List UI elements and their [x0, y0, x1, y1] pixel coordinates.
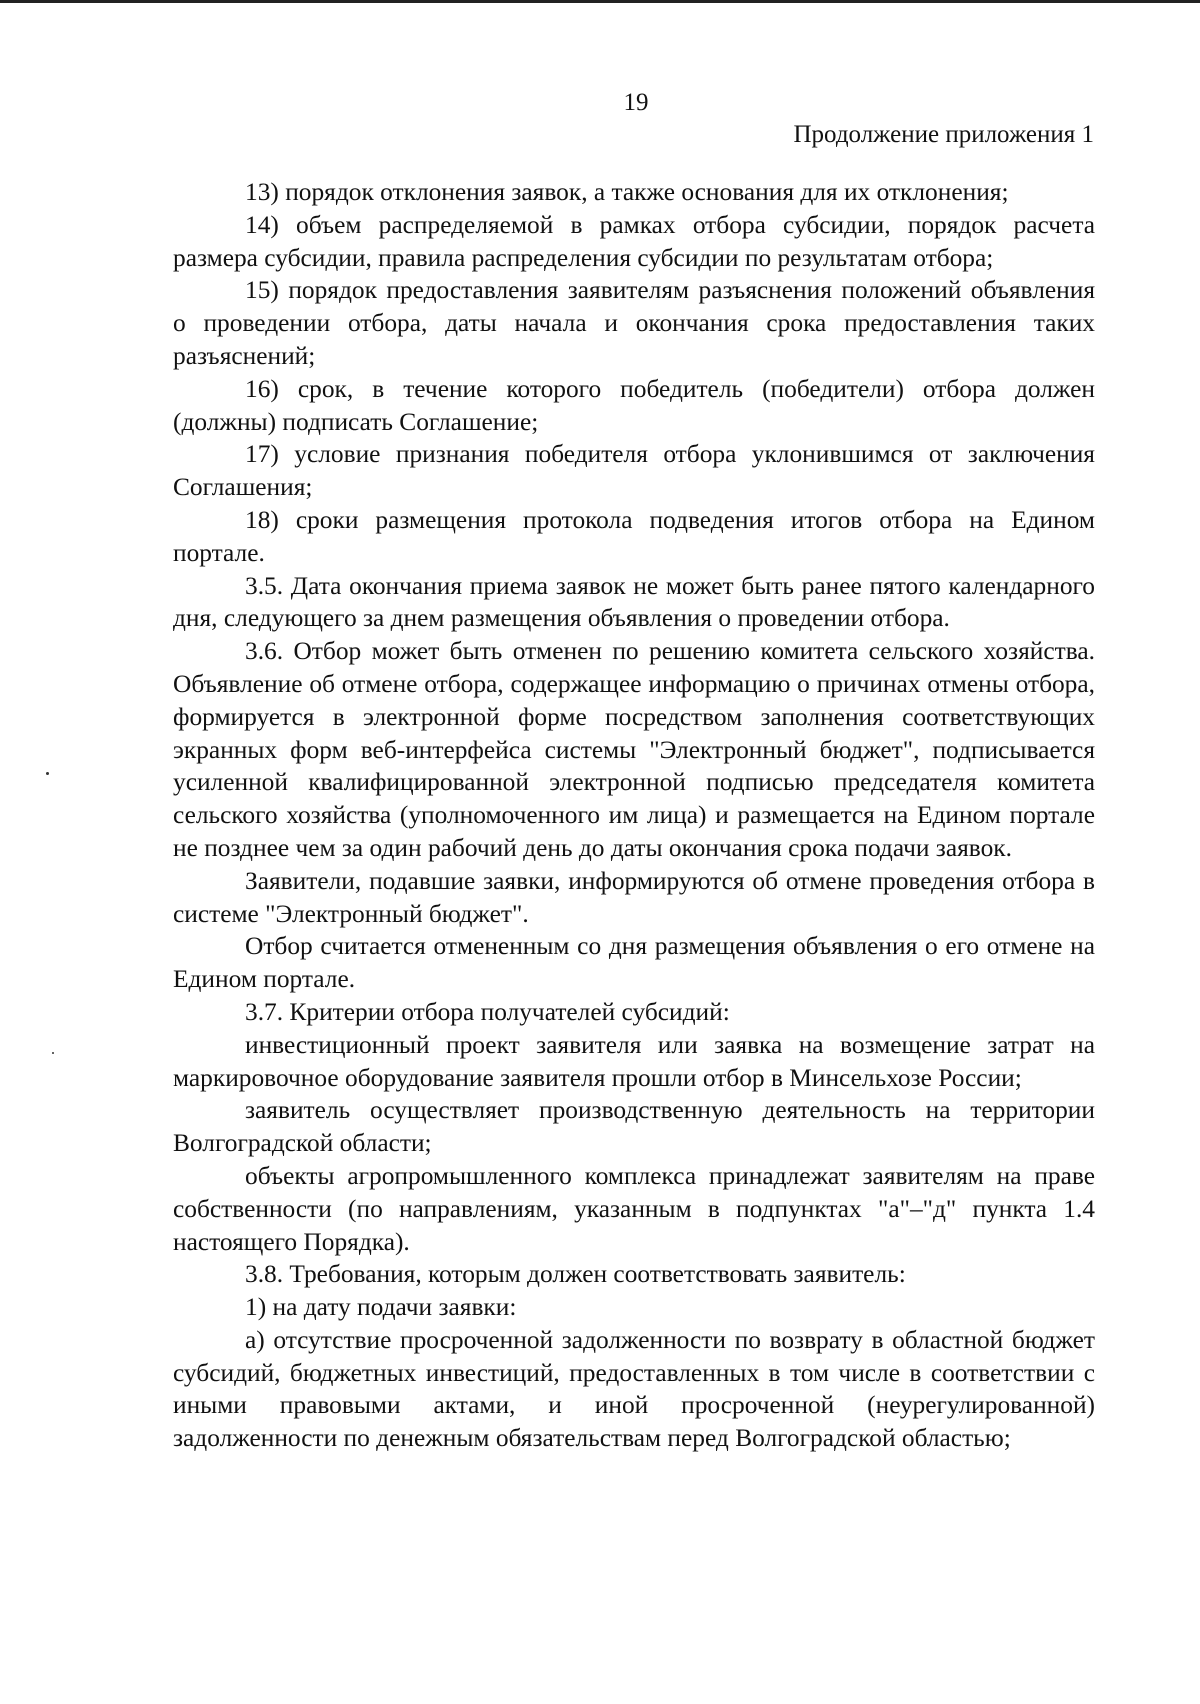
paragraph-3-6: 3.6. Отбор может быть отменен по решению комитета сельского хозяйства. Объявление об отмене отбора, содержащее информацию о причинах отмены отбора, формируется в электронной форме посредством заполнения соответствующих экранных форм веб-интерфейса системы "Электронный бюджет", подписывается усиленной квалифицированной электронной подписью председателя комитета сельского хозяйства (уполномоченного им лица) и размещается на Едином портале не позднее чем за один рабочий день до даты окончания срока подачи заявок. — [173, 637, 1095, 862]
paragraph-applicants-informed: Заявители, подавшие заявки, информируются об отмене проведения отбора в системе "Электронный бюджет". — [173, 866, 1095, 928]
paragraph-3-8: 3.8. Требования, которым должен соответствовать заявитель: — [245, 1260, 906, 1289]
paragraph-16: 16) срок, в течение которого победитель (победители) отбора должен (должны) подписать Соглашение; — [173, 374, 1095, 436]
paragraph-3-7: 3.7. Критерии отбора получателей субсидий: — [245, 997, 730, 1026]
paragraph-selection-cancelled: Отбор считается отмененным со дня размещения объявления о его отмене на Едином портале. — [173, 932, 1095, 994]
paragraph-14: 14) объем распределяемой в рамках отбора субсидии, порядок расчета размера субсидии, правила распределения субсидии по результатам отбора; — [173, 210, 1095, 272]
criterion-property-ownership: объекты агропромышленного комплекса принадлежат заявителям на праве собственности (по направлениям, указанным в подпунктах "а"–"д" пункта 1.4 настоящего Порядка). — [173, 1161, 1095, 1256]
criterion-investment-project: инвестиционный проект заявителя или заявка на возмещение затрат на маркировочное оборудование заявителя прошли отбор в Минсельхозе России; — [173, 1030, 1095, 1092]
scan-speck — [52, 1052, 54, 1054]
paragraph-17: 17) условие признания победителя отбора уклонившимся от заключения Соглашения; — [173, 440, 1095, 502]
document-body — [173, 176, 1095, 1455]
page-number: 19 — [623, 89, 649, 116]
paragraph-3-5: 3.5. Дата окончания приема заявок не может быть ранее пятого календарного дня, следующего за днем размещения объявления о проведении отбора. — [173, 571, 1095, 633]
paragraph-15: 15) порядок предоставления заявителям разъяснения положений объявления о проведении отбора, даты начала и окончания срока предоставления таких разъяснений; — [173, 276, 1095, 370]
scan-speck — [46, 772, 49, 775]
appendix-continuation-note: Продолжение приложения 1 — [793, 121, 1094, 148]
paragraph-18: 18) сроки размещения протокола подведения итогов отбора на Едином портале. — [173, 505, 1095, 567]
paragraph-13: 13) порядок отклонения заявок, а также основания для их отклонения; — [245, 178, 1009, 206]
requirement-date-of-application: 1) на дату подачи заявки: — [245, 1293, 517, 1322]
scan-top-edge — [0, 0, 1200, 3]
requirement-a-no-overdue-debt: а) отсутствие просроченной задолженности по возврату в областной бюджет субсидий, бюджетных инвестиций, предоставленных в том числе в соответствии с иными правовыми актами, и иной просроченной (неурегулированной) задолженности по денежным обязательствам перед Волгоградской областью; — [173, 1325, 1095, 1453]
criterion-activity-territory: заявитель осуществляет производственную деятельность на территории Волгоградской области; — [173, 1096, 1095, 1158]
